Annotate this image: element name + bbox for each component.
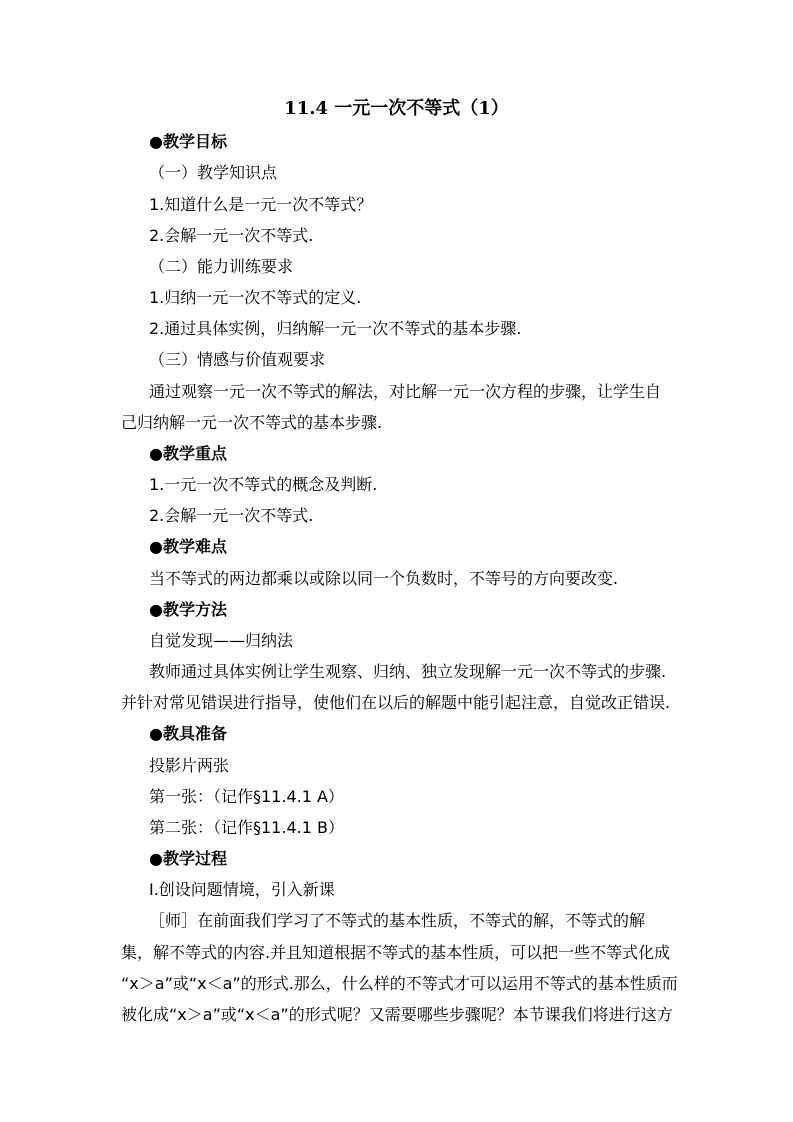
text-line: 自觉发现——归纳法 xyxy=(149,631,294,650)
paragraph-line: 并针对常见错误进行指导，使他们在以后的解题中能引起注意，自觉改正错误. xyxy=(121,693,671,712)
text-line: 2.会解一元一次不等式. xyxy=(149,226,314,245)
subheading-ability-requirements: （二）能力训练要求 xyxy=(149,257,294,276)
paragraph-line: 通过观察一元一次不等式的解法，对比解一元一次方程的步骤，让学生自 xyxy=(149,382,662,401)
subheading-knowledge-points: （一）教学知识点 xyxy=(149,163,278,182)
text-line: 当不等式的两边都乘以或除以同一个负数时，不等号的方向要改变. xyxy=(149,569,619,588)
paragraph-line: 集，解不等式的内容.并且知道根据不等式的基本性质，可以把一些不等式化成 xyxy=(121,943,671,962)
paragraph-line: 被化成“x＞a”或“x＜a”的形式呢？又需要哪些步骤呢？本节课我们将进行这方 xyxy=(121,1005,673,1024)
subheading-emotion-values: （三）情感与价值观要求 xyxy=(149,350,326,369)
text-line: 1.一元一次不等式的概念及判断. xyxy=(149,475,378,494)
paragraph-line: ［师］在前面我们学习了不等式的基本性质，不等式的解，不等式的解 xyxy=(149,911,646,930)
heading-difficulties: ●教学难点 xyxy=(149,537,227,556)
text-line: 第二张：（记作§11.4.1 B） xyxy=(149,818,344,837)
text-line: 1.归纳一元一次不等式的定义. xyxy=(149,288,362,307)
paragraph-line: 教师通过具体实例让学生观察、归纳、独立发现解一元一次不等式的步骤. xyxy=(149,662,667,681)
heading-teaching-aids: ●教具准备 xyxy=(149,724,227,743)
text-line: 1.知道什么是一元一次不等式？ xyxy=(149,195,373,214)
heading-key-points: ●教学重点 xyxy=(149,444,227,463)
subheading-section-1: Ⅰ.创设问题情境，引入新课 xyxy=(149,880,335,899)
text-line: 2.通过具体实例，归纳解一元一次不等式的基本步骤. xyxy=(149,319,522,338)
heading-teaching-objectives: ●教学目标 xyxy=(149,132,227,151)
text-line: 2.会解一元一次不等式. xyxy=(149,506,314,525)
text-line: 第一张：（记作§11.4.1 A） xyxy=(149,787,344,806)
paragraph-line: 己归纳解一元一次不等式的基本步骤. xyxy=(121,413,383,432)
text-line: 投影片两张 xyxy=(149,756,230,775)
heading-teaching-method: ●教学方法 xyxy=(149,600,227,619)
paragraph-line: “x＞a”或“x＜a”的形式.那么，什么样的不等式才可以运用不等式的基本性质而 xyxy=(121,974,678,993)
document-title: 11.4 一元一次不等式（1） xyxy=(284,98,509,119)
heading-teaching-process: ●教学过程 xyxy=(149,849,227,868)
